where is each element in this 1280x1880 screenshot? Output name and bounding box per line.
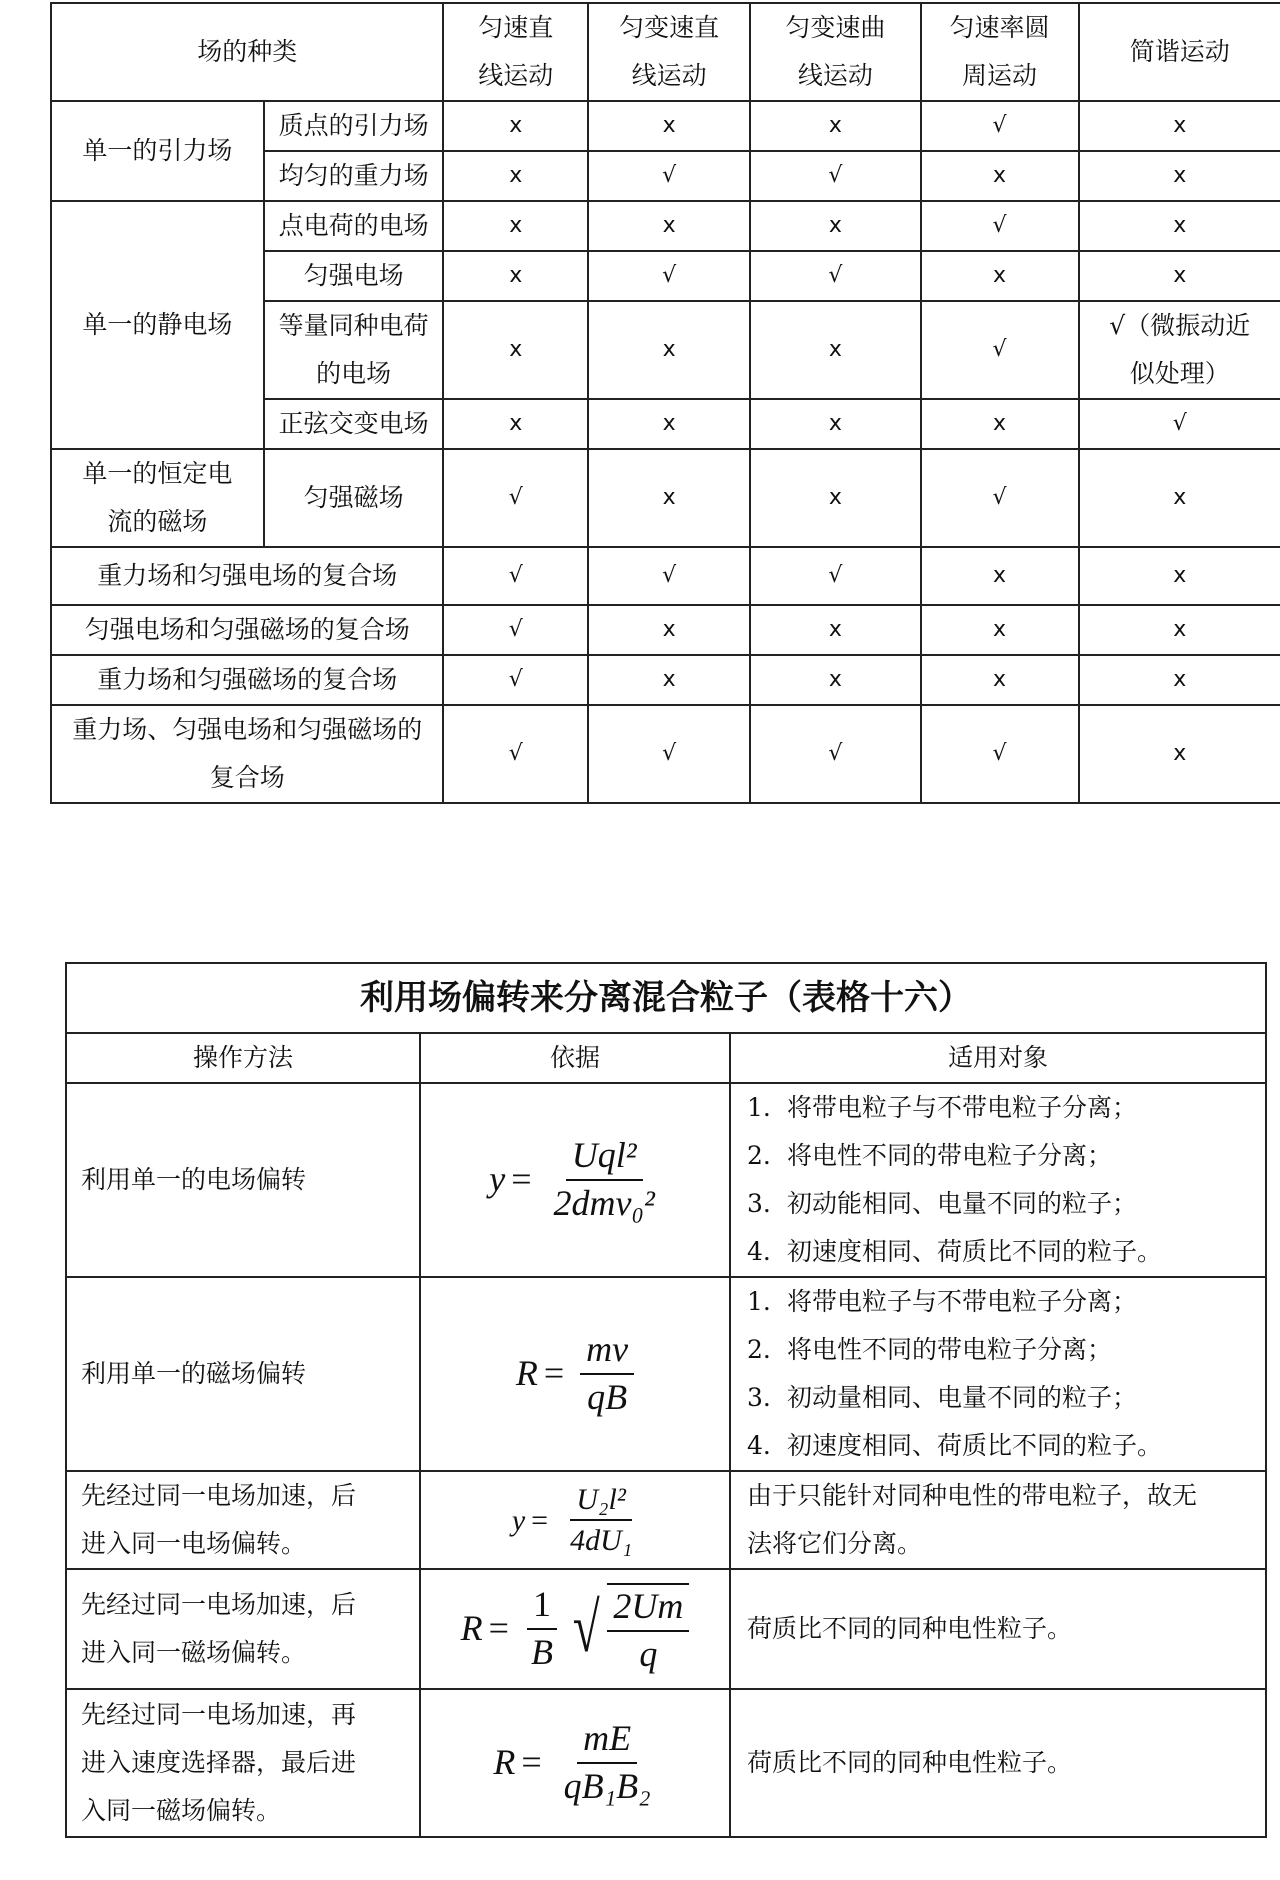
item-text: 初动量相同、电量不同的粒子； [787,1383,1138,1412]
denominator: qB₁B₂ [563,1766,651,1806]
method: 先经过同一电场加速，再 进入速度选择器，最后进 入同一磁场偏转。 [66,1689,420,1837]
formula-cell [420,1569,730,1689]
mark: x [443,251,588,301]
mark: x [1079,251,1280,301]
formula [489,1136,661,1223]
mark: √ [443,547,588,605]
formula-lhs: y [511,1503,526,1537]
objects-cell [730,1083,1266,1277]
mark: √ [443,655,588,705]
combined-field: 匀强电场和匀强磁场的复合场 [51,605,443,655]
formula [516,1330,634,1417]
mark: x [588,449,750,547]
item-text: 初速度相同、荷质比不同的粒子。 [787,1431,1163,1460]
denominator: B [530,1632,553,1672]
formula-cell [420,1471,730,1569]
objects-cell [730,1277,1266,1471]
mark: x [1079,605,1280,655]
mark: x [750,655,920,705]
formula-eq: = [511,1159,532,1200]
objects-text: 荷质比不同的同种电性粒子。 [730,1569,1266,1689]
mark: x [921,605,1079,655]
mark: √ [750,705,920,803]
mark: x [443,301,588,399]
fraction [558,1719,657,1806]
mark: x [750,301,920,399]
sub-field: 等量同种电荷 的电场 [264,301,444,399]
mark: √ [1079,399,1280,449]
denominator: 4dU₁ [570,1524,633,1557]
formula-eq: = [488,1608,509,1649]
combined-field: 重力场和匀强电场的复合场 [51,547,443,605]
mark: √ [588,705,750,803]
mark: x [921,151,1079,201]
combined-field: 重力场、匀强电场和匀强磁场的 复合场 [51,705,443,803]
table-row [51,547,1280,605]
table2-header-row [66,1033,1266,1083]
mark-note: √（微振动近 似处理） [1079,301,1280,399]
numerator: mE [577,1719,637,1764]
header-shm: 简谐运动 [1079,3,1280,101]
list-item [747,1374,1265,1422]
formula-lhs: R [493,1742,516,1783]
method: 利用单一的磁场偏转 [66,1277,420,1471]
header-objects: 适用对象 [730,1033,1266,1083]
formula-cell [420,1083,730,1277]
mark: x [921,399,1079,449]
numerator: mv [580,1330,634,1375]
table-row [66,1471,1266,1569]
mark: x [750,449,920,547]
mark: x [588,201,750,251]
numerator: 2Um [607,1587,689,1632]
mark: x [588,101,750,151]
mark: √ [443,449,588,547]
item-text: 初动能相同、电量不同的粒子； [787,1189,1138,1218]
fraction [564,1483,638,1557]
group-name: 单一的恒定电 流的磁场 [51,449,264,547]
item-number: 2. [747,1141,771,1170]
table-row [51,705,1280,803]
mark: √ [588,251,750,301]
list-item [747,1180,1265,1228]
table2-title-row [66,963,1266,1033]
item-text: 初速度相同、荷质比不同的粒子。 [787,1237,1163,1266]
header-uniform-circular: 匀速率圆 周运动 [921,3,1079,101]
mark: √ [750,547,920,605]
radicand [607,1583,689,1674]
formula-lhs: R [460,1608,483,1649]
sub-field: 正弦交变电场 [264,399,444,449]
mark: x [750,201,920,251]
objects-text: 由于只能针对同种电性的带电粒子，故无 法将它们分离。 [730,1471,1266,1569]
mark: √ [921,449,1079,547]
mark: x [588,301,750,399]
numerator: 1 [527,1585,557,1630]
group-name: 单一的引力场 [51,101,264,201]
item-number: 2. [747,1335,771,1364]
item-number: 3. [747,1383,771,1412]
mark: x [1079,705,1280,803]
mark: x [1079,449,1280,547]
table-row [66,1689,1266,1837]
sub-field: 匀强磁场 [264,449,444,547]
mark: x [1079,101,1280,151]
objects-text: 荷质比不同的同种电性粒子。 [730,1689,1266,1837]
denominator: 2dmv₀² [553,1183,655,1223]
mark: x [588,605,750,655]
mark: x [443,151,588,201]
formula-lhs: R [515,1353,538,1394]
header-uniform-accel-curve: 匀变速曲 线运动 [750,3,920,101]
table-row [51,655,1280,705]
method: 先经过同一电场加速，后 进入同一电场偏转。 [66,1471,420,1569]
header-method: 操作方法 [66,1033,420,1083]
mark: x [1079,655,1280,705]
sub-field: 质点的引力场 [264,101,444,151]
formula-eq: = [543,1353,565,1394]
numerator: U₂l² [570,1483,631,1521]
table-row [51,201,1280,251]
table-row [66,1569,1266,1689]
formula-eq: = [531,1503,549,1537]
motion-type-table [50,2,1280,804]
mark: x [588,655,750,705]
formula-cell [420,1277,730,1471]
mark: x [443,201,588,251]
item-text: 将带电粒子与不带电粒子分离； [787,1287,1138,1316]
mark: √ [921,101,1079,151]
item-number: 1. [747,1093,771,1122]
square-root [567,1583,689,1674]
mark: x [588,399,750,449]
item-text: 将电性不同的带电粒子分离； [787,1335,1113,1364]
header-uniform-accel-linear: 匀变速直 线运动 [588,3,750,101]
formula [461,1583,690,1674]
mark: x [921,251,1079,301]
mark: x [750,605,920,655]
table-row [51,449,1280,547]
table-title: 利用场偏转来分离混合粒子（表格十六） [66,963,1266,1033]
combined-field: 重力场和匀强磁场的复合场 [51,655,443,705]
sub-field: 点电荷的电场 [264,201,444,251]
mark: √ [588,151,750,201]
list-item [747,1228,1265,1276]
objects-list [747,1084,1265,1276]
item-text: 将带电粒子与不带电粒子分离； [787,1093,1138,1122]
mark: √ [921,201,1079,251]
formula-lhs: y [489,1159,506,1200]
mark: √ [750,151,920,201]
item-number: 4. [747,1431,771,1460]
item-number: 3. [747,1189,771,1218]
method: 利用单一的电场偏转 [66,1083,420,1277]
item-number: 1. [747,1287,771,1316]
group-name: 单一的静电场 [51,201,264,449]
denominator: qB [587,1377,628,1417]
formula [493,1719,656,1806]
denominator: q [639,1634,658,1674]
header-field-type: 场的种类 [51,3,443,101]
header-basis: 依据 [420,1033,730,1083]
fraction [548,1136,661,1223]
fraction [525,1585,559,1672]
table1-header-row [51,3,1280,101]
mark: x [1079,151,1280,201]
sub-field: 均匀的重力场 [264,151,444,201]
formula-eq: = [521,1742,542,1783]
mark: √ [921,301,1079,399]
fraction [607,1587,689,1674]
particle-separation-table [65,962,1267,1838]
table-row [51,101,1280,151]
formula [512,1483,638,1557]
objects-list [747,1278,1265,1470]
list-item [747,1132,1265,1180]
table-row [66,1083,1266,1277]
mark: x [443,101,588,151]
table-row [51,605,1280,655]
mark: x [921,547,1079,605]
mark: x [750,399,920,449]
table-row [66,1277,1266,1471]
mark: √ [921,705,1079,803]
mark: x [921,655,1079,705]
header-uniform-linear: 匀速直 线运动 [443,3,588,101]
radical-sign: √ [572,1590,600,1667]
list-item [747,1278,1265,1326]
mark: x [750,101,920,151]
item-text: 将电性不同的带电粒子分离； [787,1141,1113,1170]
mark: √ [443,705,588,803]
list-item [747,1084,1265,1132]
mark: √ [443,605,588,655]
list-item [747,1422,1265,1470]
sub-field: 匀强电场 [264,251,444,301]
mark: x [443,399,588,449]
mark: √ [750,251,920,301]
numerator: Uql² [566,1136,643,1181]
method: 先经过同一电场加速，后 进入同一磁场偏转。 [66,1569,420,1689]
mark: √ [588,547,750,605]
formula-cell [420,1689,730,1837]
mark: x [1079,201,1280,251]
item-number: 4. [747,1237,771,1266]
fraction [580,1330,634,1417]
mark: x [1079,547,1280,605]
list-item [747,1326,1265,1374]
